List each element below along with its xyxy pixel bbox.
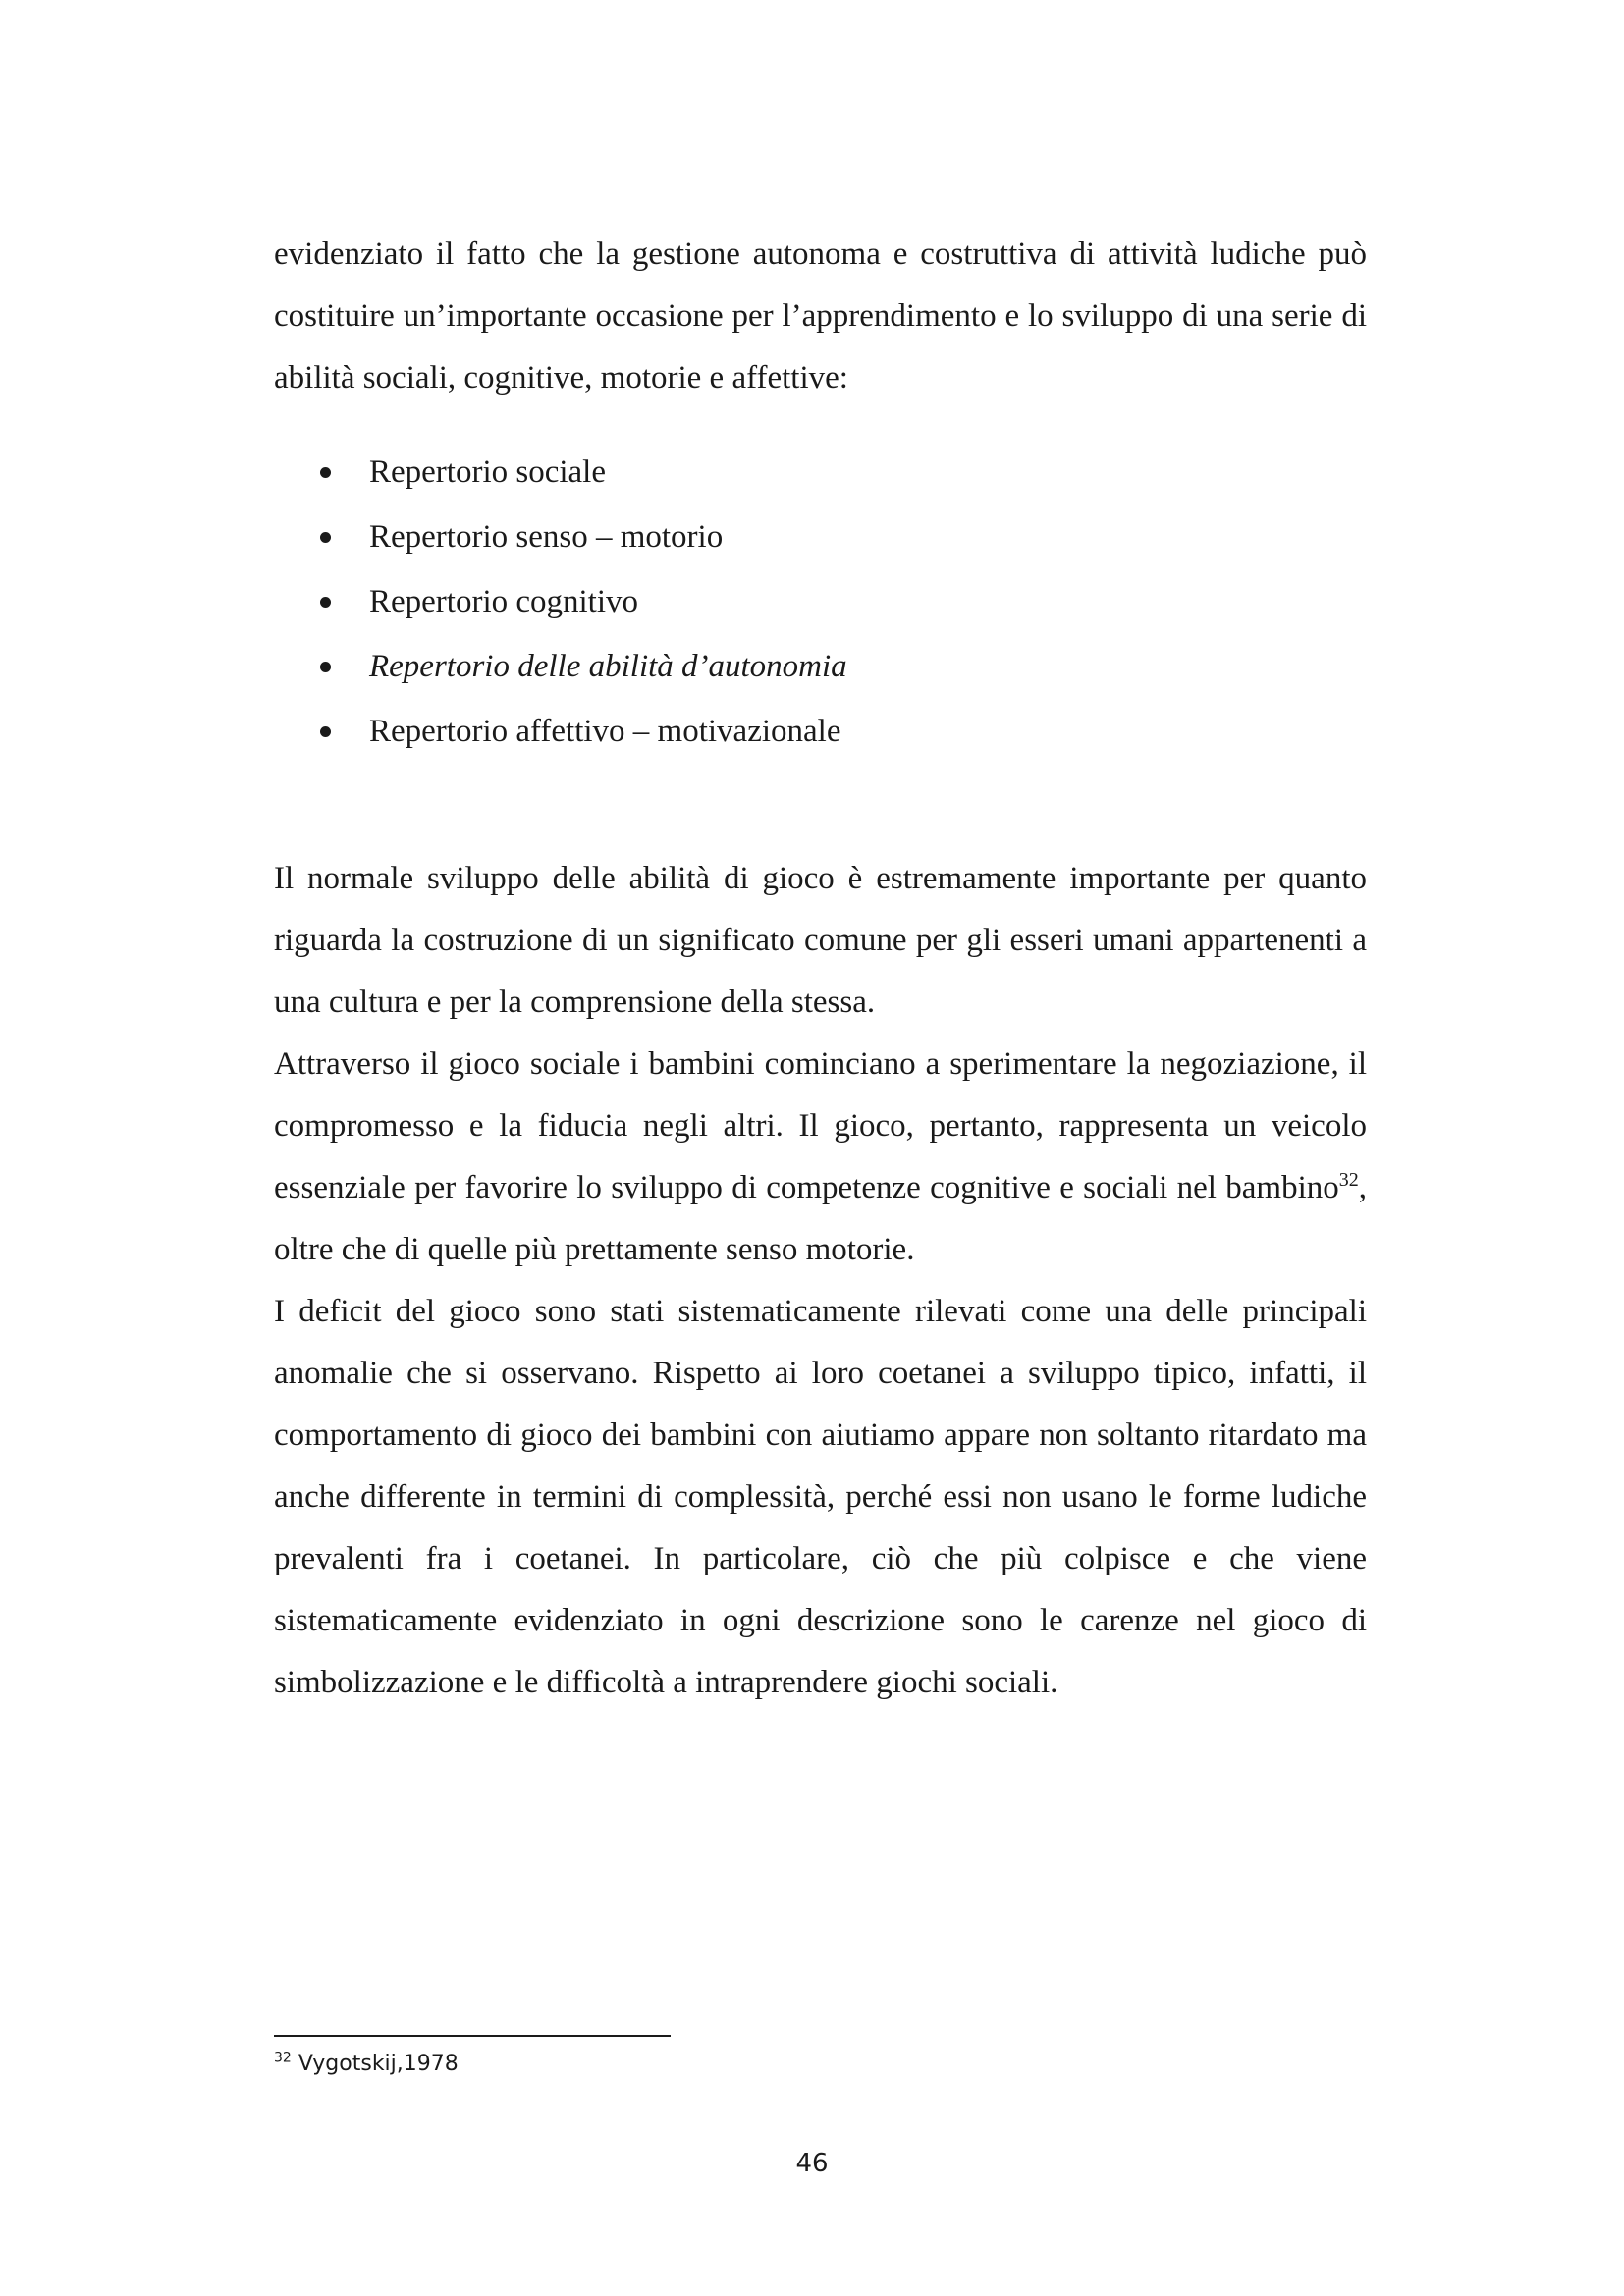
bullet-icon bbox=[320, 662, 331, 672]
list-item bbox=[314, 440, 847, 505]
bullet-icon bbox=[320, 597, 331, 608]
footnote-text: Vygotskij,1978 bbox=[291, 2052, 459, 2076]
intro-paragraph: evidenziato il fatto che la gestione autonoma e costruttiva di attività ludiche può costituire un’importante occasione per l’apprendimento e lo sviluppo di una serie di abilità sociali, cognitive, motorie e affettive: bbox=[274, 237, 1367, 396]
list-item-label: Repertorio cognitivo bbox=[369, 584, 639, 619]
footnote-reference[interactable]: 32 bbox=[1338, 1169, 1359, 1191]
body-paragraph-1: Il normale sviluppo delle abilità di gioco è estremamente importante per quanto riguarda la costruzione di un significato comune per gli esseri umani appartenenti a una cultura e per la comprensione della stessa. bbox=[274, 861, 1367, 1020]
list-item bbox=[314, 505, 847, 569]
bullet-icon bbox=[320, 467, 331, 478]
page-number: 46 bbox=[795, 2149, 829, 2178]
footnote bbox=[274, 2050, 459, 2079]
paragraph-text: Attraverso il gioco sociale i bambini cominciano a sperimentare la negoziazione, il compromesso e la fiducia negli altri. Il gioco, pertanto, rappresenta un veicolo essenziale per favorire lo sviluppo di competenze cognitive e sociali nel bambino bbox=[274, 1046, 1367, 1205]
paragraph-text: , oltre che di quelle più prettamente senso motorie. bbox=[274, 1170, 1367, 1267]
bullet-icon bbox=[320, 532, 331, 543]
list-item-label: Repertorio delle abilità d’autonomia bbox=[369, 649, 847, 684]
list-item bbox=[314, 699, 847, 764]
list-item bbox=[314, 569, 847, 634]
body-paragraph-2 bbox=[274, 1034, 1367, 1281]
repertori-list bbox=[314, 440, 847, 764]
list-item-label: Repertorio senso – motorio bbox=[369, 519, 724, 555]
body-section bbox=[274, 848, 1367, 1714]
bullet-icon bbox=[320, 726, 331, 737]
list-item-label: Repertorio sociale bbox=[369, 454, 606, 490]
list-item bbox=[314, 634, 847, 699]
intro-section bbox=[274, 224, 1367, 409]
list-item-label: Repertorio affettivo – motivazionale bbox=[369, 714, 841, 749]
body-paragraph-3: I deficit del gioco sono stati sistematicamente rilevati come una delle principali anomalie che si osservano. Rispetto ai loro coetanei a sviluppo tipico, infatti, il comportamento di gioco dei bambini con aiutiamo appare non soltanto ritardato ma anche differente in termini di complessità, perché essi non usano le forme ludiche prevalenti fra i coetanei. In particolare, ciò che più colpisce e che viene sistematicamente evidenziato in ogni descrizione sono le carenze nel gioco di simbolizzazione e le difficoltà a intraprendere giochi sociali. bbox=[274, 1294, 1367, 1700]
footnote-divider bbox=[274, 2035, 671, 2037]
footnote-number: 32 bbox=[274, 2050, 292, 2066]
